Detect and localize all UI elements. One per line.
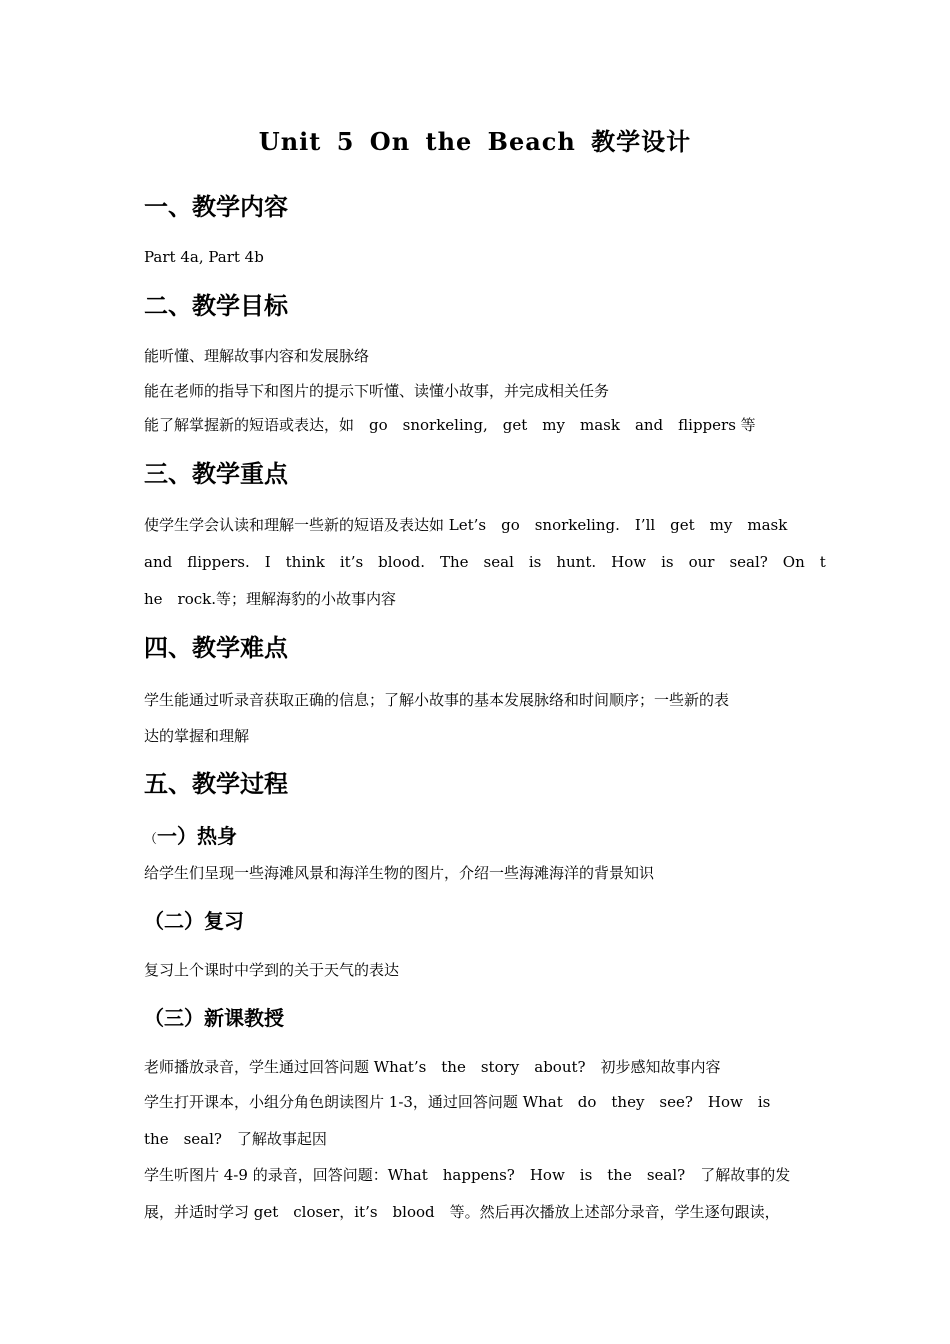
paragraph-line: 老师播放录音，学生通过回答问题 What’s the story about? 初步感知故事内容 bbox=[144, 1058, 721, 1076]
paragraph-line: Part 4a, Part 4b bbox=[144, 248, 264, 266]
subheading-warm-up bbox=[144, 822, 237, 854]
paragraph-line: 复习上个课时中学到的关于天气的表达 bbox=[144, 961, 400, 979]
subheading-text: 一）热身 bbox=[157, 824, 238, 848]
heading-teaching-goals: 二、教学目标 bbox=[144, 291, 288, 320]
heading-key-points: 三、教学重点 bbox=[144, 459, 288, 488]
subheading-prefix: （ bbox=[144, 832, 158, 847]
paragraph-line: he rock.等；理解海豹的小故事内容 bbox=[144, 590, 396, 608]
paragraph-line: 能听懂、理解故事内容和发展脉络 bbox=[144, 347, 370, 365]
paragraph-line: 学生听图片 4-9 的录音，回答问题：What happens? How is the seal? 了解故事的发 bbox=[144, 1166, 791, 1184]
paragraph-line: 展，并适时学习 get closer，it’s blood 等。然后再次播放上述部分录音，学生逐句跟读， bbox=[144, 1203, 780, 1221]
subheading-review: （二）复习 bbox=[144, 909, 244, 933]
heading-teaching-process: 五、教学过程 bbox=[144, 769, 288, 798]
subheading-new-lesson: （三）新课教授 bbox=[144, 1006, 284, 1030]
paragraph-line: and flippers. I think it’s blood. The seal is hunt. How is our seal? On t bbox=[144, 553, 826, 571]
paragraph-line: the seal? 了解故事起因 bbox=[144, 1130, 327, 1148]
paragraph-line: 学生打开课本，小组分角色朗读图片 1-3，通过回答问题 What do they see? How is bbox=[144, 1093, 771, 1111]
paragraph-line: 给学生们呈现一些海滩风景和海洋生物的图片，介绍一些海滩海洋的背景知识 bbox=[144, 864, 655, 882]
document-title: Unit 5 On the Beach 教学设计 bbox=[258, 127, 692, 156]
paragraph-line: 学生能通过听录音获取正确的信息；了解小故事的基本发展脉络和时间顺序；一些新的表 bbox=[144, 691, 730, 709]
paragraph-line: 能了解掌握新的短语或表达，如 go snorkeling, get my mask and flippers 等 bbox=[144, 416, 756, 434]
heading-difficulties: 四、教学难点 bbox=[144, 633, 288, 662]
paragraph-line: 能在老师的指导下和图片的提示下听懂、读懂小故事，并完成相关任务 bbox=[144, 382, 610, 400]
paragraph-line: 达的掌握和理解 bbox=[144, 727, 250, 745]
paragraph-line: 使学生学会认读和理解一些新的短语及表达如 Let’s go snorkeling. I’ll get my mask bbox=[144, 516, 788, 534]
heading-teaching-content: 一、教学内容 bbox=[144, 192, 288, 221]
